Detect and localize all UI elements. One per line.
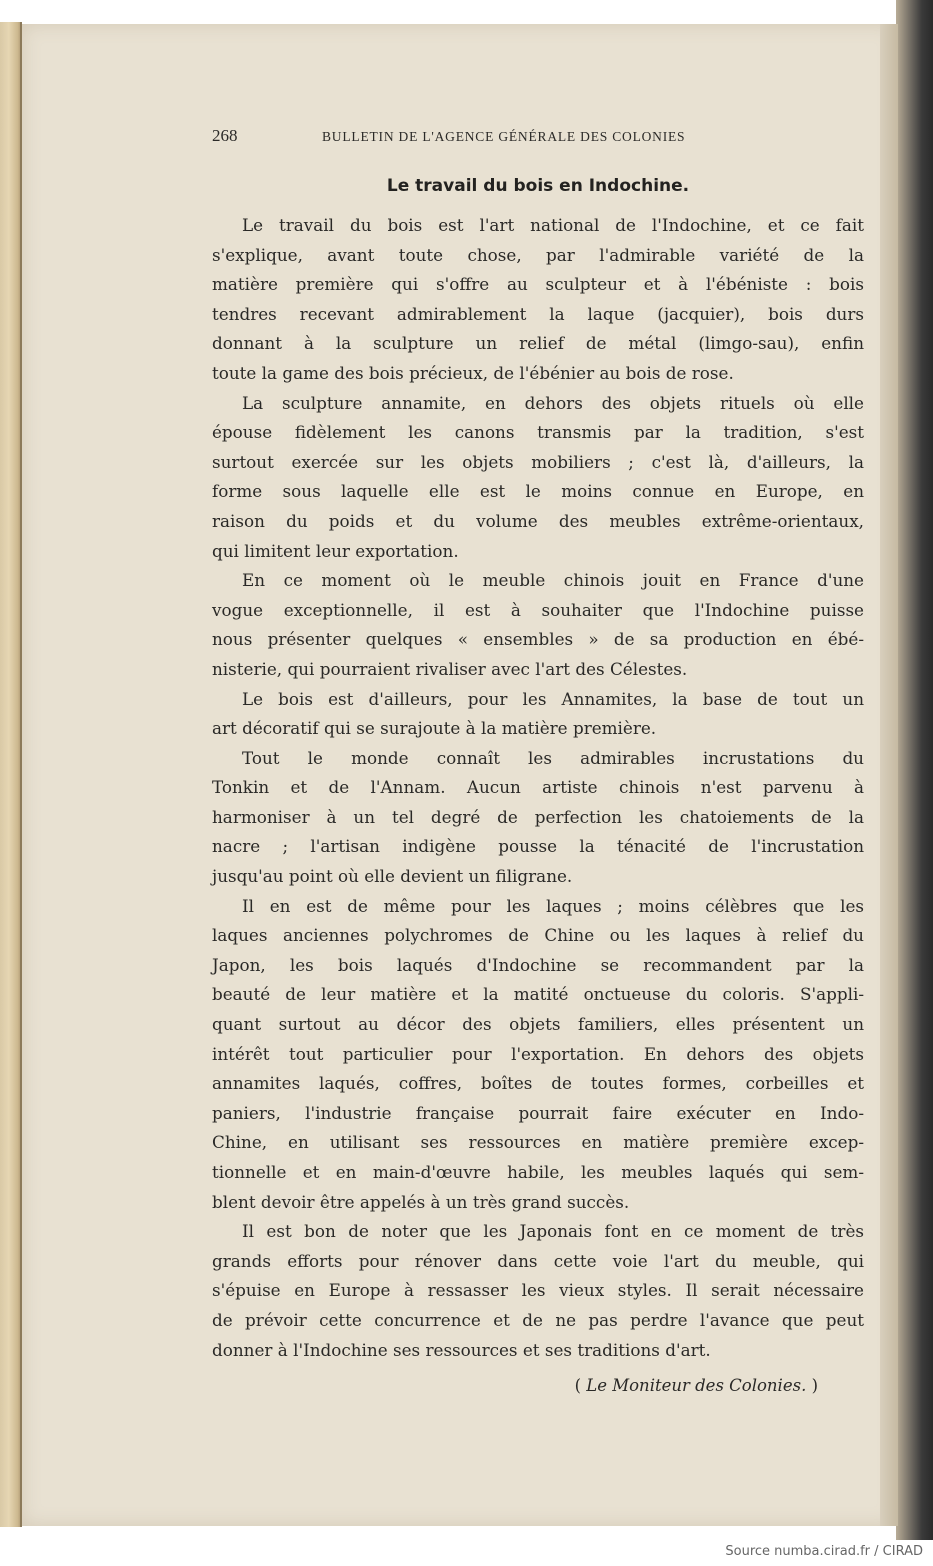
paragraph-line: de prévoir cette concurrence et de ne pas perdre l'avance que peut [212, 1309, 864, 1330]
paragraph-line: annamites laqués, coffres, boîtes de toutes formes, corbeilles et [212, 1073, 864, 1094]
article-paragraph [212, 211, 864, 389]
article-paragraph [212, 1217, 864, 1365]
paragraph-line: intérêt tout particulier pour l'exportation. En dehors des objets [212, 1043, 864, 1064]
paragraph-line: Chine, en utilisant ses ressources en matière première excep- [212, 1132, 864, 1153]
paragraph-line: forme sous laquelle elle est le moins connue en Europe, en [212, 481, 864, 502]
article-paragraph [212, 685, 864, 744]
paragraph-line: La sculpture annamite, en dehors des objets rituels où elle [242, 392, 864, 413]
citation-close-paren: ) [811, 1376, 818, 1395]
paragraph-line: beauté de leur matière et la matité onctueuse du coloris. S'appli- [212, 984, 864, 1005]
paragraph-line: matière première qui s'offre au sculpteur et à l'ébéniste : bois [212, 274, 864, 295]
paragraph-line: s'explique, avant toute chose, par l'admirable variété de la [212, 244, 864, 265]
scan-right-edge [896, 0, 933, 1540]
paragraph-line: art décoratif qui se surajoute à la matière première. [212, 718, 657, 739]
paragraph-line: Il en est de même pour les laques ; moins célèbres que les [242, 895, 864, 916]
source-citation [212, 1376, 818, 1395]
paragraph-line: paniers, l'industrie française pourrait faire exécuter en Indo- [212, 1102, 864, 1123]
paragraph-line: tionnelle et en main-d'œuvre habile, les meubles laqués qui sem- [212, 1162, 864, 1182]
article-title: Le travail du bois en Indochine. [386, 176, 690, 196]
paragraph-line: donnant à la sculpture un relief de métal (limgo-sau), enfin [212, 333, 864, 354]
paragraph-line: nacre ; l'artisan indigène pousse la ténacité de l'incrustation [212, 836, 864, 857]
page-header [212, 126, 872, 150]
paragraph-line: épouse fidèlement les canons transmis par la tradition, s'est [212, 422, 864, 443]
article-paragraph [212, 389, 864, 567]
paragraph-line: Il est bon de noter que les Japonais font en ce moment de très [242, 1221, 864, 1242]
paragraph-line: donner à l'Indochine ses ressources et ses traditions d'art. [212, 1339, 711, 1360]
paragraph-line: En ce moment où le meuble chinois jouit en France d'une [242, 570, 864, 591]
paragraph-line: quant surtout au décor des objets familiers, elles présentent un [212, 1014, 864, 1035]
paragraph-line: tendres recevant admirablement la laque (jacquier), bois durs [212, 303, 864, 324]
paragraph-line: qui limitent leur exportation. [212, 540, 459, 561]
book-spine-edge [0, 22, 22, 1527]
page-number: 268 [212, 126, 238, 145]
paragraph-line: raison du poids et du volume des meubles extrême-orientaux, [212, 510, 864, 531]
paragraph-line: toute la game des bois précieux, de l'ébénier au bois de rose. [212, 362, 734, 383]
citation-open-paren: ( [574, 1376, 582, 1395]
paragraph-line: nisterie, qui pourraient rivaliser avec l'art des Célestes. [212, 658, 688, 679]
paragraph-line: Tonkin et de l'Annam. Aucun artiste chinois n'est parvenu à [212, 777, 864, 798]
paragraph-line: laques anciennes polychromes de Chine ou les laques à relief du [212, 925, 864, 946]
source-credit: Source numba.cirad.fr / CIRAD [725, 1544, 923, 1559]
paragraph-line: Le travail du bois est l'art national de l'Indochine, et ce fait [242, 215, 864, 235]
paragraph-line: Le bois est d'ailleurs, pour les Annamites, la base de tout un [242, 688, 864, 709]
running-head: BULLETIN DE L'AGENCE GÉNÉRALE DES COLONIES [322, 129, 686, 144]
paragraph-line: Tout le monde connaît les admirables incrustations du [242, 747, 864, 768]
paragraph-line: jusqu'au point où elle devient un filigrane. [212, 866, 573, 887]
paragraph-line: nous présenter quelques « ensembles » de sa production en ébé- [212, 629, 864, 650]
paragraph-line: harmoniser à un tel degré de perfection les chatoiements de la [212, 806, 864, 827]
citation-source-name: Le Moniteur des Colonies. [586, 1376, 807, 1395]
paragraph-line: vogue exceptionnelle, il est à souhaiter que l'Indochine puisse [212, 599, 864, 620]
paragraph-line: blent devoir être appelés à un très grand succès. [212, 1191, 630, 1212]
article-paragraph [212, 744, 864, 892]
article-paragraph [212, 892, 864, 1218]
paragraph-line: Japon, les bois laqués d'Indochine se recommandent par la [212, 954, 864, 975]
article-paragraph [212, 566, 864, 684]
paragraph-line: grands efforts pour rénover dans cette voie l'art du meuble, qui [212, 1250, 864, 1271]
paragraph-line: s'épuise en Europe à ressasser les vieux styles. Il serait nécessaire [212, 1280, 864, 1301]
page-fore-edge [880, 24, 898, 1526]
article-body [212, 211, 864, 1365]
paragraph-line: surtout exercée sur les objets mobiliers ; c'est là, d'ailleurs, la [212, 451, 864, 472]
